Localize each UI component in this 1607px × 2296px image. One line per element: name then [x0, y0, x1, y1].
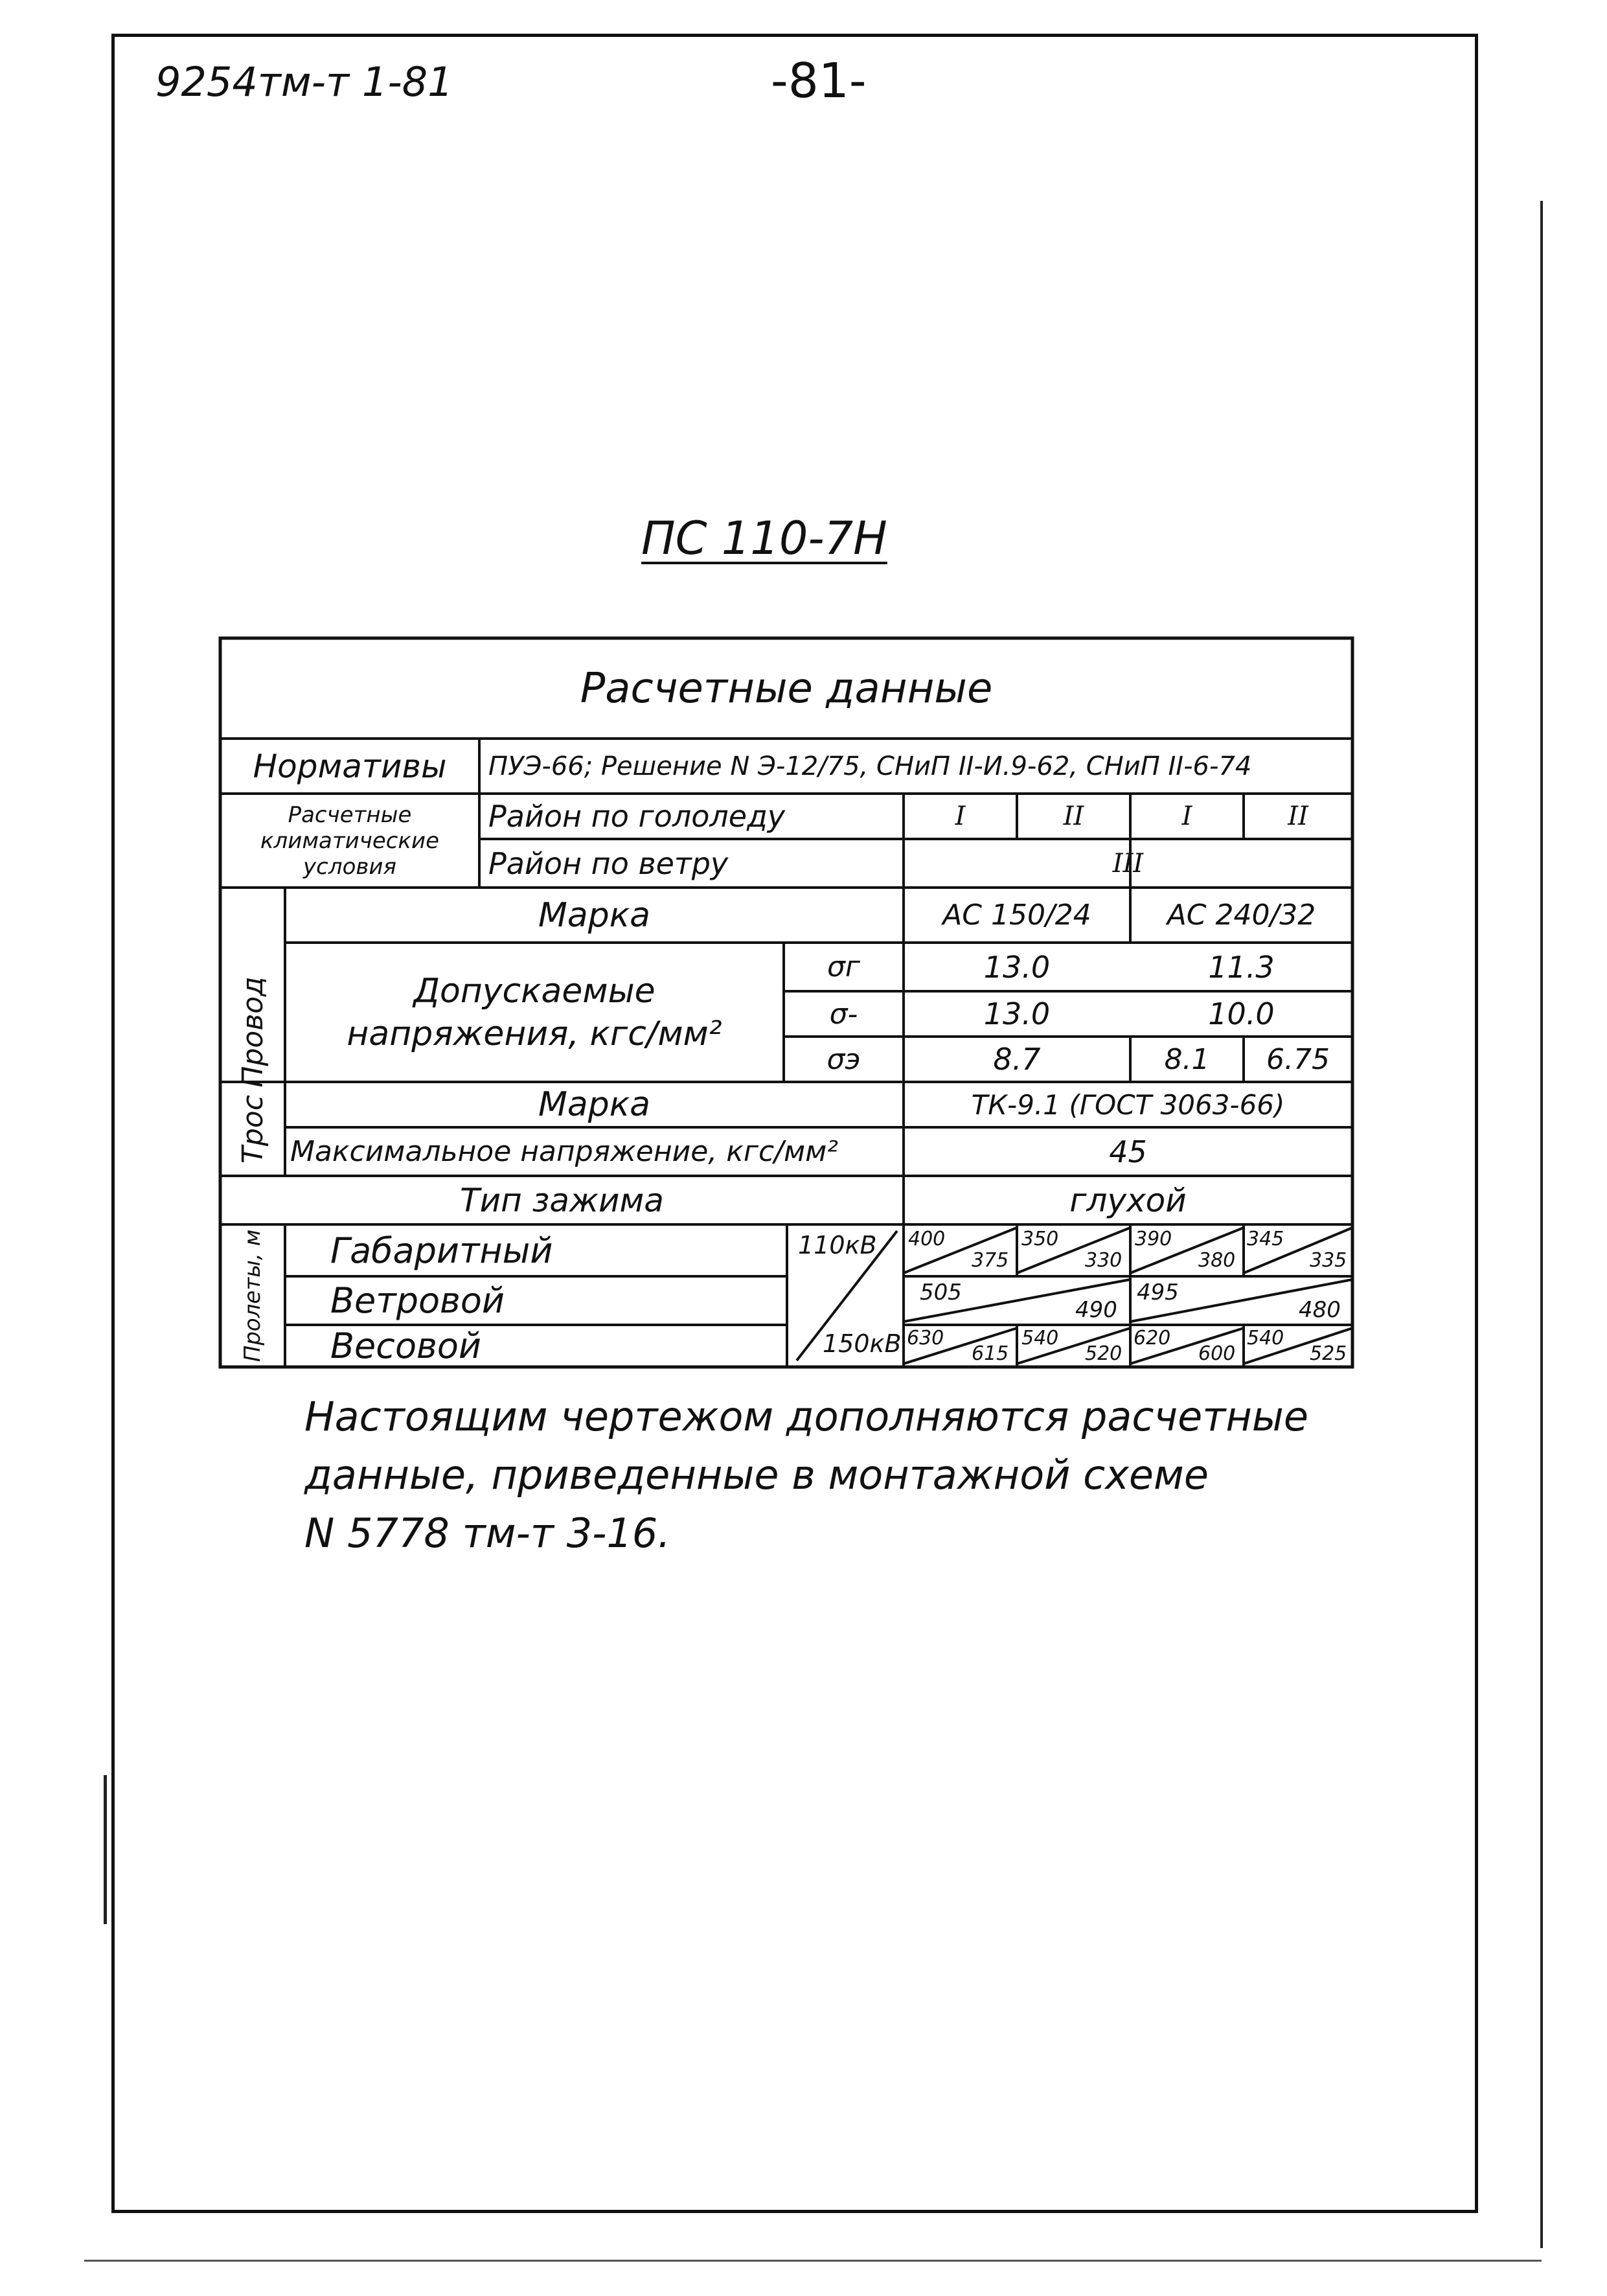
- wind-110-2: 495: [1137, 1280, 1179, 1305]
- gabarit-110-2: 350: [1021, 1228, 1059, 1250]
- weight-150-2: 520: [1085, 1342, 1123, 1365]
- weight-150-3: 600: [1198, 1342, 1236, 1365]
- note-line-2: данные, приведенные в монтажной схеме: [304, 1451, 1209, 1498]
- max-stress-value: 45: [1109, 1134, 1147, 1169]
- max-stress-label: Максимальное напряжение, кгс/мм²: [290, 1135, 838, 1168]
- stress-e-value-3: 6.75: [1266, 1042, 1330, 1076]
- wind-region-label: Район по ветру: [488, 845, 729, 881]
- page-number: -81-: [771, 53, 867, 109]
- span-row-wind: Ветровой: [330, 1280, 505, 1321]
- normatives-value: ПУЭ-66; Решение N Э-12/75, СНиП II-И.9-62, СНиП II-6-74: [488, 751, 1252, 781]
- stress-g-value-1: 13.0: [983, 949, 1051, 985]
- weight-110-3: 620: [1134, 1327, 1171, 1349]
- span-row-weight: Весовой: [330, 1326, 481, 1366]
- note-line-1: Настоящим чертежом дополняются расчетные: [304, 1393, 1308, 1440]
- stress-symbol-e: σэ: [826, 1042, 861, 1076]
- wind-150-2: 480: [1299, 1297, 1341, 1323]
- weight-110-4: 540: [1247, 1327, 1284, 1349]
- ice-region-3: I: [1181, 801, 1192, 831]
- climate-label: Расчетные климатические условия: [260, 801, 439, 880]
- wire-brand-1: АС 150/24: [942, 899, 1091, 932]
- wire-brand-label: Марка: [538, 895, 650, 935]
- gabarit-150-2: 330: [1085, 1249, 1123, 1272]
- allowed-stress-label: Допускаемые напряжения, кгс/мм²: [347, 971, 722, 1053]
- stress-e-value-1: 8.7: [993, 1042, 1041, 1077]
- ice-region-1: I: [955, 801, 966, 831]
- span-row-gabarit: Габаритный: [330, 1230, 553, 1271]
- cable-label: Трос: [236, 1095, 269, 1164]
- gabarit-150-4: 335: [1310, 1249, 1347, 1272]
- gabarit-110-3: 390: [1135, 1228, 1172, 1250]
- gabarit-110-4: 345: [1247, 1228, 1284, 1250]
- wire-brand-2: АС 240/32: [1167, 899, 1316, 932]
- wire-label: Провод: [236, 976, 269, 1088]
- weight-110-1: 630: [907, 1327, 944, 1349]
- clamp-type-label: Тип зажима: [460, 1181, 664, 1219]
- weight-150-4: 525: [1310, 1342, 1347, 1365]
- note-line-3: N 5778 тм-т 3-16.: [304, 1510, 671, 1557]
- weight-150-1: 615: [972, 1342, 1009, 1365]
- gabarit-110-1: 400: [908, 1228, 946, 1250]
- cable-brand-label: Марка: [538, 1085, 650, 1124]
- normatives-label: Нормативы: [253, 747, 447, 785]
- ice-region-2: II: [1063, 801, 1084, 831]
- voltage-110: 110кВ: [798, 1231, 877, 1259]
- gabarit-150-1: 375: [972, 1249, 1009, 1272]
- stress-symbol-g: σг: [826, 950, 860, 983]
- wind-110-1: 505: [920, 1280, 962, 1305]
- stress-minus-value-1: 13.0: [983, 996, 1051, 1031]
- document-code: 9254тм-т 1-81: [155, 58, 453, 106]
- stress-g-value-2: 11.3: [1208, 949, 1275, 985]
- cable-brand-value: ТК-9.1 (ГОСТ 3063-66): [971, 1088, 1285, 1121]
- ice-region-4: II: [1288, 801, 1308, 831]
- gabarit-150-3: 380: [1198, 1249, 1236, 1272]
- spans-label: Пролеты, м: [240, 1229, 266, 1362]
- clamp-type-value: глухой: [1069, 1181, 1187, 1219]
- wind-150-1: 490: [1075, 1297, 1117, 1323]
- stress-minus-value-2: 10.0: [1208, 996, 1275, 1031]
- table-title: Расчетные данные: [580, 664, 993, 713]
- drawing-title: ПС 110-7Н: [641, 512, 887, 565]
- ice-region-label: Район по гололеду: [488, 799, 786, 834]
- voltage-150: 150кВ: [823, 1329, 902, 1358]
- wind-region-value: III: [1112, 848, 1144, 878]
- stress-symbol-minus: σ-: [829, 997, 858, 1031]
- weight-110-2: 540: [1021, 1327, 1059, 1349]
- stress-e-value-2: 8.1: [1164, 1042, 1210, 1076]
